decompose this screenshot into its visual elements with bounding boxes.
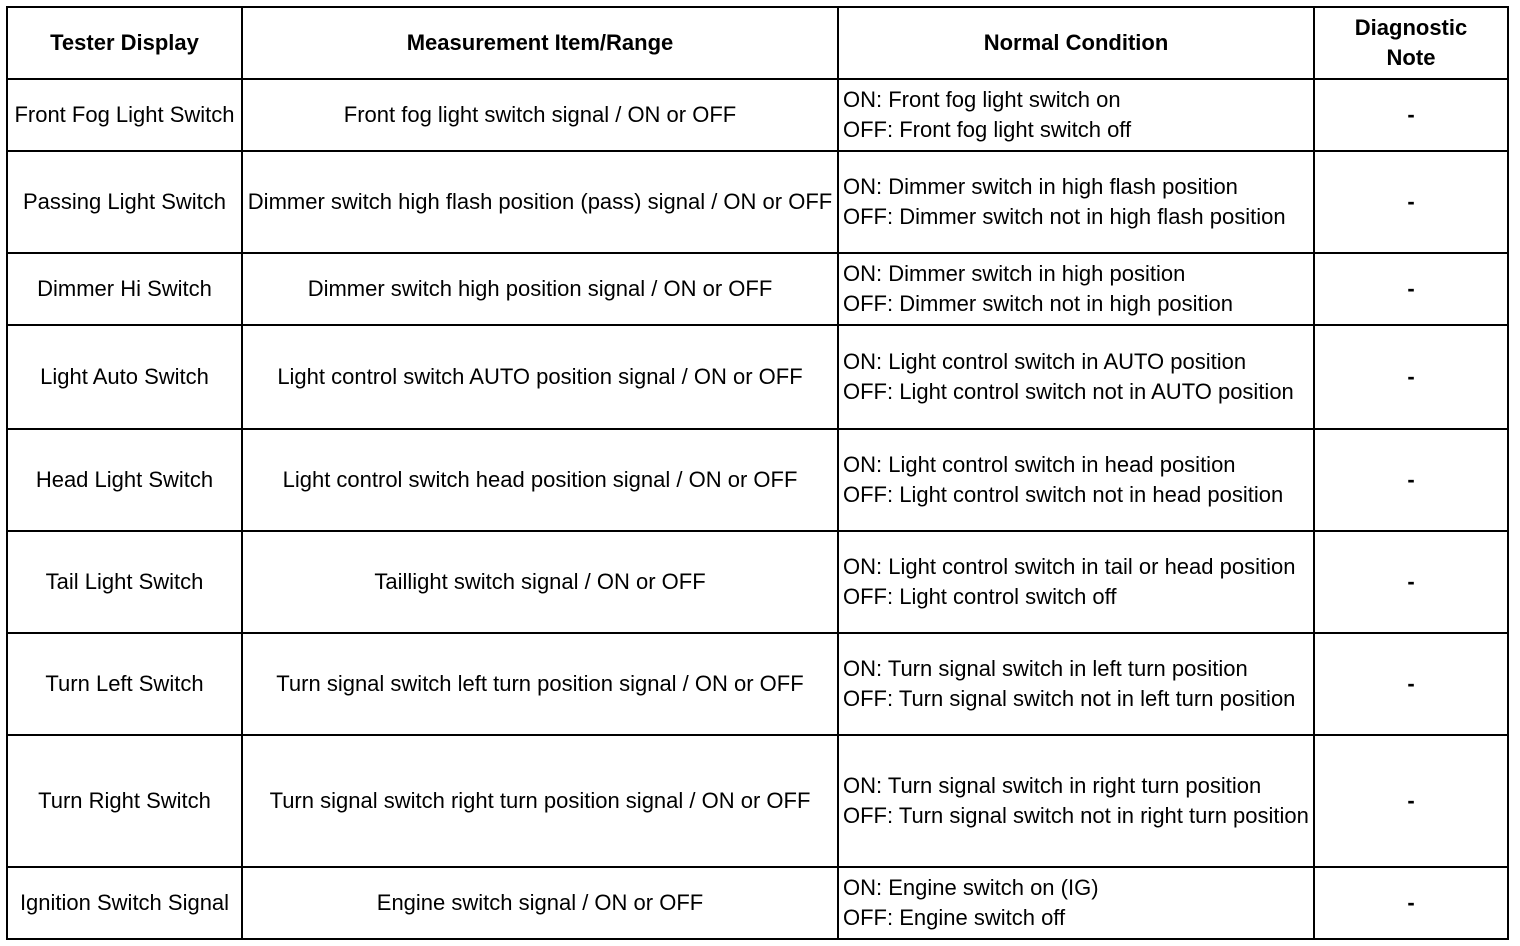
condition-on: ON: Engine switch on (IG) xyxy=(843,875,1099,900)
condition-off: OFF: Engine switch off xyxy=(843,905,1066,930)
condition-off: OFF: Light control switch not in head position xyxy=(843,482,1284,507)
cell-normal-condition xyxy=(838,531,1314,633)
cell-diagnostic-note: - xyxy=(1314,867,1508,939)
condition-on: ON: Turn signal switch in right turn position xyxy=(843,773,1262,798)
cell-diagnostic-note: - xyxy=(1314,253,1508,325)
condition-off: OFF: Turn signal switch not in left turn position xyxy=(843,686,1296,711)
table-row xyxy=(7,253,1508,325)
table-row xyxy=(7,79,1508,151)
condition-off: OFF: Front fog light switch off xyxy=(843,117,1132,142)
cell-normal-condition xyxy=(838,325,1314,429)
condition-on: ON: Light control switch in tail or head position xyxy=(843,554,1296,579)
condition-on: ON: Dimmer switch in high flash position xyxy=(843,174,1238,199)
table-header-row xyxy=(7,7,1508,79)
cell-measurement: Light control switch AUTO position signal / ON or OFF xyxy=(242,325,838,429)
header-tester-display: Tester Display xyxy=(7,7,242,79)
table-row xyxy=(7,633,1508,735)
table-row xyxy=(7,325,1508,429)
cell-diagnostic-note: - xyxy=(1314,151,1508,253)
condition-off: OFF: Dimmer switch not in high flash position xyxy=(843,204,1286,229)
cell-tester-display: Front Fog Light Switch xyxy=(7,79,242,151)
cell-measurement: Front fog light switch signal / ON or OFF xyxy=(242,79,838,151)
cell-normal-condition xyxy=(838,429,1314,531)
cell-tester-display: Turn Left Switch xyxy=(7,633,242,735)
cell-diagnostic-note: - xyxy=(1314,429,1508,531)
header-diagnostic-note xyxy=(1314,7,1508,79)
cell-normal-condition xyxy=(838,79,1314,151)
cell-tester-display: Turn Right Switch xyxy=(7,735,242,867)
cell-normal-condition xyxy=(838,867,1314,939)
cell-diagnostic-note: - xyxy=(1314,633,1508,735)
condition-on: ON: Light control switch in head position xyxy=(843,452,1236,477)
cell-normal-condition xyxy=(838,253,1314,325)
data-list-table xyxy=(6,6,1509,940)
condition-off: OFF: Light control switch off xyxy=(843,584,1117,609)
table-row xyxy=(7,151,1508,253)
cell-measurement: Engine switch signal / ON or OFF xyxy=(242,867,838,939)
condition-on: ON: Dimmer switch in high position xyxy=(843,261,1186,286)
header-diagnostic-note-line1: Diagnostic xyxy=(1354,15,1468,40)
condition-off: OFF: Turn signal switch not in right turn position xyxy=(843,803,1309,828)
cell-tester-display: Dimmer Hi Switch xyxy=(7,253,242,325)
cell-tester-display: Tail Light Switch xyxy=(7,531,242,633)
condition-on: ON: Light control switch in AUTO position xyxy=(843,349,1247,374)
data-list-table-container xyxy=(6,6,1509,940)
header-measurement-item-range: Measurement Item/Range xyxy=(242,7,838,79)
table-row xyxy=(7,735,1508,867)
cell-diagnostic-note: - xyxy=(1314,531,1508,633)
condition-on: ON: Front fog light switch on xyxy=(843,87,1121,112)
cell-normal-condition xyxy=(838,151,1314,253)
cell-normal-condition xyxy=(838,633,1314,735)
cell-tester-display: Passing Light Switch xyxy=(7,151,242,253)
condition-off: OFF: Dimmer switch not in high position xyxy=(843,291,1234,316)
cell-measurement: Light control switch head position signal / ON or OFF xyxy=(242,429,838,531)
cell-normal-condition xyxy=(838,735,1314,867)
condition-off: OFF: Light control switch not in AUTO position xyxy=(843,379,1294,404)
cell-diagnostic-note: - xyxy=(1314,79,1508,151)
table-row xyxy=(7,531,1508,633)
condition-on: ON: Turn signal switch in left turn position xyxy=(843,656,1248,681)
cell-tester-display: Head Light Switch xyxy=(7,429,242,531)
cell-tester-display: Light Auto Switch xyxy=(7,325,242,429)
cell-measurement: Turn signal switch left turn position signal / ON or OFF xyxy=(242,633,838,735)
cell-tester-display: Ignition Switch Signal xyxy=(7,867,242,939)
table-row xyxy=(7,429,1508,531)
header-diagnostic-note-line2: Note xyxy=(1386,45,1436,70)
table-row xyxy=(7,867,1508,939)
header-normal-condition: Normal Condition xyxy=(838,7,1314,79)
cell-measurement: Dimmer switch high flash position (pass) signal / ON or OFF xyxy=(242,151,838,253)
cell-diagnostic-note: - xyxy=(1314,735,1508,867)
cell-diagnostic-note: - xyxy=(1314,325,1508,429)
cell-measurement: Taillight switch signal / ON or OFF xyxy=(242,531,838,633)
cell-measurement: Dimmer switch high position signal / ON or OFF xyxy=(242,253,838,325)
cell-measurement: Turn signal switch right turn position signal / ON or OFF xyxy=(242,735,838,867)
